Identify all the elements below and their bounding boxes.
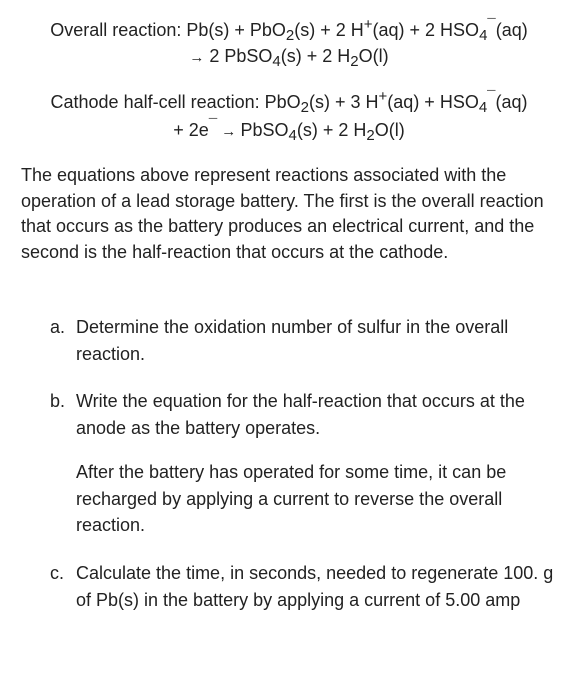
cathode-reaction-line-2 [0,118,578,144]
equation-text: (s) + 2 H [280,46,351,66]
equation-text: (aq) [495,20,528,40]
superscript: + [363,16,373,33]
subscript: 2 [366,127,375,144]
subscript: 2 [300,99,310,116]
equation-text: PbSO [240,120,289,140]
question-text: Write the equation for the half-reaction that occurs at the anode as the battery operates. [76,391,525,438]
overall-reaction-line-1 [0,18,578,42]
question-letter: b. [50,391,66,411]
equation-text: (s) + 3 H [309,92,379,112]
equation-text: (aq) + 2 HSO [372,20,480,40]
cathode-reaction-label: Cathode half-cell reaction: [50,92,265,112]
equation-text: PbO [264,92,301,112]
equation-text: O(l) [358,46,389,66]
subscript: 4 [478,99,488,116]
overall-reaction-line-2 [0,44,578,70]
subscript: 2 [285,27,295,44]
question-letter: c. [50,563,65,583]
subscript: 4 [288,127,297,144]
question-a [50,314,560,367]
question-letter: a. [50,317,66,337]
equation-text: + 2e [173,120,209,140]
superscript: + [378,88,388,105]
superscript: ¯ [208,116,218,133]
cathode-reaction-line-1 [0,90,578,114]
equation-text: (aq) [495,92,528,112]
reaction-arrow-icon: → [217,123,241,140]
recharge-note: After the battery has operated for some time, it can be recharged by applying a current to reverse the overall reaction. [76,462,507,535]
equation-text: 2 PbSO [204,46,273,66]
overall-reaction-label: Overall reaction: [50,20,187,40]
question-text: Calculate the time, in seconds, needed to regenerate 100. g of Pb(s) in the battery by applying a current of 5.00 amp [76,563,554,610]
equation-text: (s) + 2 H [294,20,364,40]
subscript: 2 [350,53,359,70]
subscript: 4 [479,27,488,44]
equation-text: O(l) [374,120,405,140]
subscript: 4 [272,53,281,70]
question-b [50,388,560,441]
intro-paragraph: The equations above represent reactions associated with the operation of a lead storage battery. The first is the overall reaction that occurs as the battery produces an electrical current, and the second is the half-reaction that occurs at the cathode. [21,165,544,262]
reaction-arrow-icon: → [189,49,205,66]
equation-text: Pb(s) + PbO [186,20,286,40]
superscript: ¯ [487,16,496,33]
equation-text: (aq) + HSO [387,92,479,112]
question-c [50,560,560,613]
superscript: ¯ [487,88,496,105]
equation-text: (s) + 2 H [296,120,367,140]
question-text: Determine the oxidation number of sulfur in the overall reaction. [76,317,509,364]
